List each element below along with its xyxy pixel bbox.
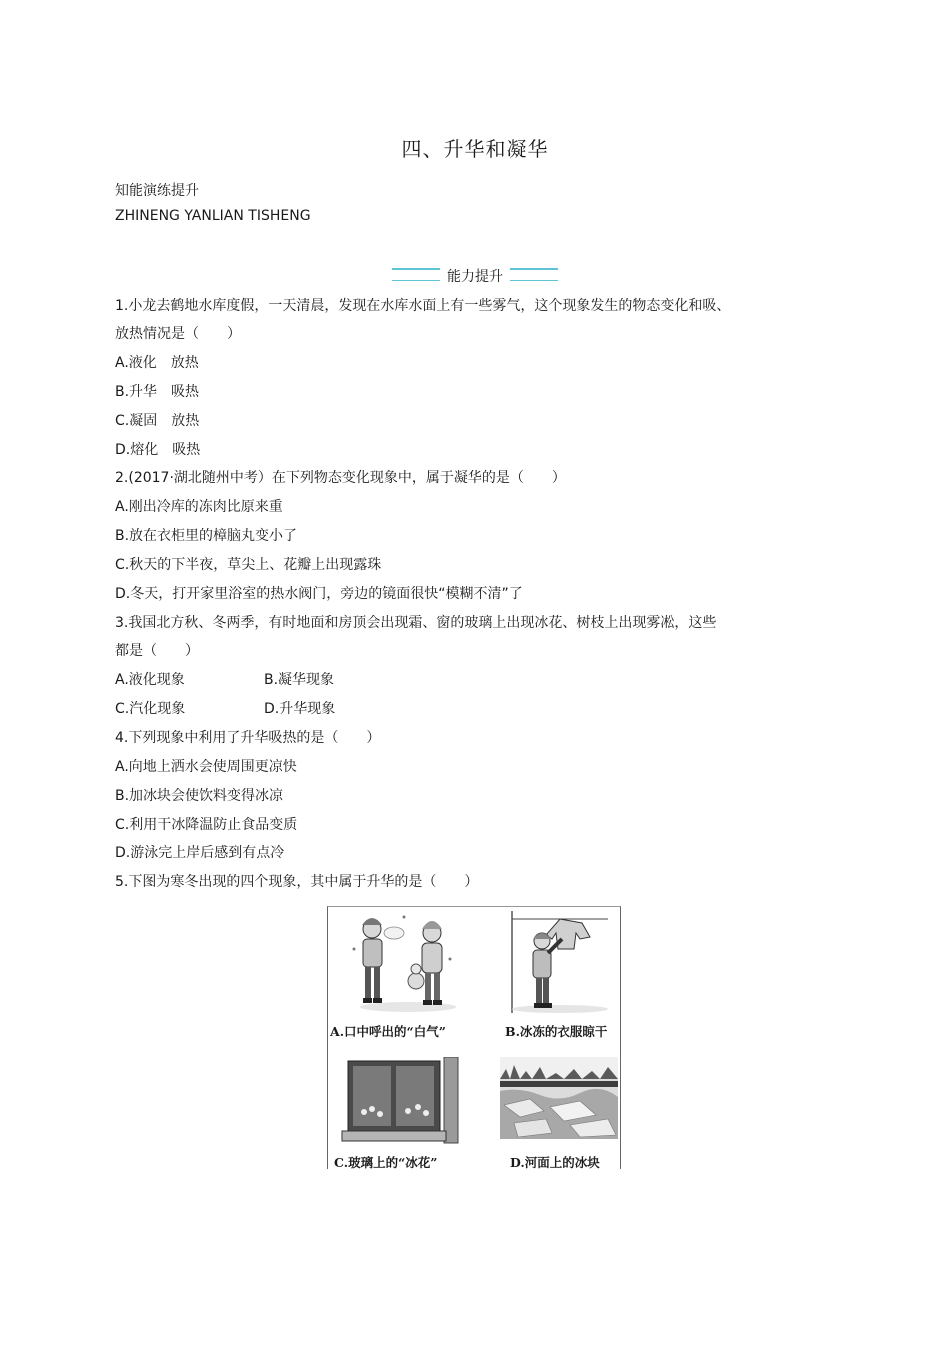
question-2-option-b: B.放在衣柜里的樟脑丸变小了 [115,528,298,544]
question-5-line-1: 5.下图为寒冬出现的四个现象，其中属于升华的是（ ） [115,874,479,890]
question-3-option-a: A.液化现象 [115,672,185,688]
question-4-line-1: 4.下列现象中利用了升华吸热的是（ ） [115,730,381,746]
section-label: 能力提升 [447,269,503,285]
question-1-option-b: B.升华 吸热 [115,384,200,400]
panel-b-laundry-image [510,909,610,1013]
question-1-line-2: 放热情况是（ ） [115,326,241,342]
panel-a-caption: A.口中呼出的“白气” [330,1024,446,1039]
question-3-option-d: D.升华现象 [264,701,336,717]
page-title: 四、升华和凝华 [401,137,549,161]
question-2-option-a: A.刚出冷库的冻肉比原来重 [115,499,283,515]
question-5-figure [327,906,621,1169]
question-3-option-c: C.汽化现象 [115,701,186,717]
banner-right-bar [510,268,558,281]
panel-c-caption: C.玻璃上的“冰花” [334,1155,438,1170]
panel-b-caption: B.冰冻的衣服晾干 [505,1024,608,1039]
panel-d-river-ice-image [500,1057,618,1139]
question-2-option-c: C.秋天的下半夜，草尖上、花瓣上出现露珠 [115,557,382,573]
question-3-option-b: B.凝华现象 [264,672,335,688]
question-4-option-c: C.利用干冰降温防止食品变质 [115,817,298,833]
question-2-option-d: D.冬天，打开家里浴室的热水阀门，旁边的镜面很快“模糊不清”了 [115,586,523,602]
section-subtitle-chinese: 知能演练提升 [115,183,199,199]
question-4-option-a: A.向地上洒水会使周围更凉快 [115,759,297,775]
question-4-option-d: D.游泳完上岸后感到有点冷 [115,845,285,861]
question-1-option-d: D.熔化 吸热 [115,442,201,458]
panel-a-breath-image [346,909,458,1013]
question-1-option-a: A.液化 放热 [115,355,199,371]
section-subtitle-pinyin: ZHINENG YANLIAN TISHENG [115,208,311,224]
question-1-option-c: C.凝固 放热 [115,413,200,429]
question-3-line-2: 都是（ ） [115,643,199,659]
question-4-option-b: B.加冰块会使饮料变得冰凉 [115,788,284,804]
question-2-line-1: 2.(2017·湖北随州中考）在下列物态变化现象中，属于凝华的是（ ） [115,470,566,486]
panel-c-window-image [338,1057,462,1147]
question-3-line-1: 3.我国北方秋、冬两季，有时地面和房顶会出现霜、窗的玻璃上出现冰花、树枝上出现雾凇，这些 [115,615,717,631]
panel-d-caption: D.河面上的冰块 [510,1155,600,1170]
section-banner [392,264,558,284]
question-1-line-1: 1.小龙去鹤地水库度假，一天清晨，发现在水库水面上有一些雾气，这个现象发生的物态变化和吸、 [115,298,731,314]
